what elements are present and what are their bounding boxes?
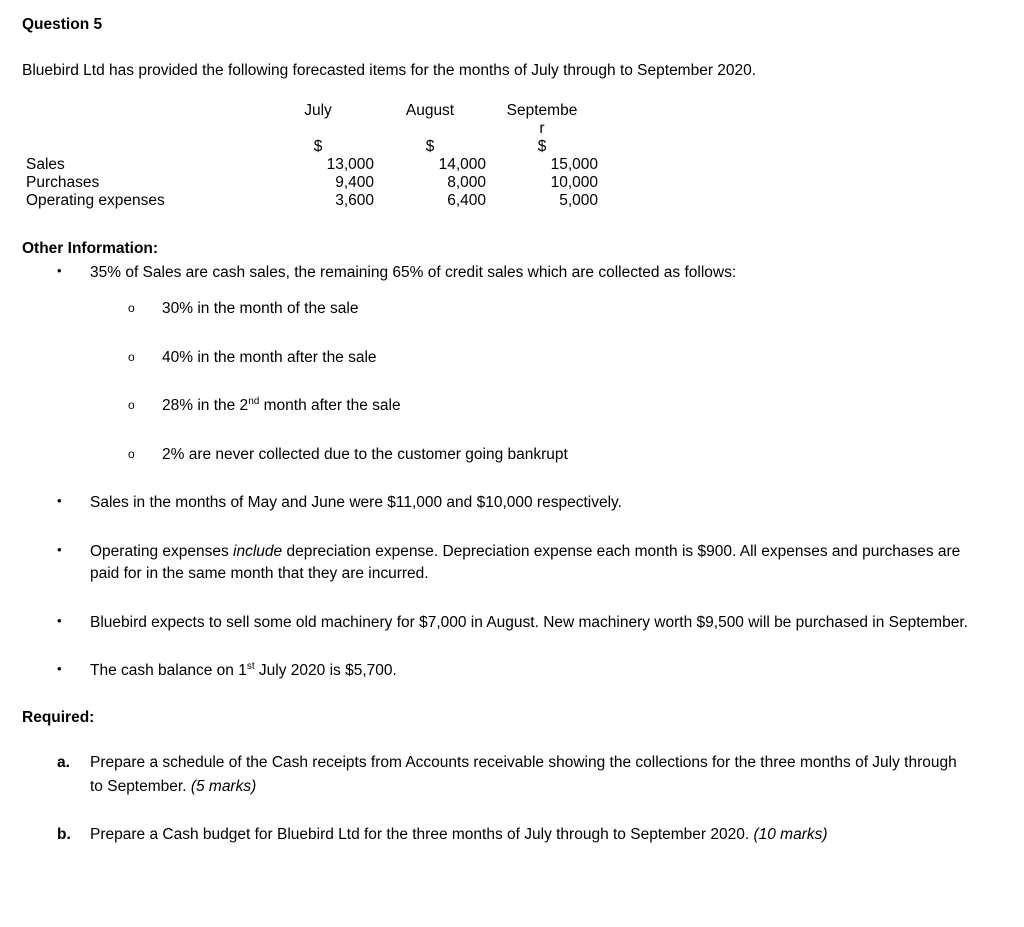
superscript: st	[246, 661, 255, 673]
list-item	[22, 612, 1000, 634]
row-label: Purchases	[26, 174, 100, 191]
required-section	[22, 709, 1000, 847]
circle-bullet-icon: o	[128, 446, 135, 461]
list-subitem	[22, 347, 1000, 369]
list-subitem	[22, 395, 1000, 417]
required-item-a	[22, 751, 1000, 799]
row-label: Operating expenses	[26, 192, 165, 209]
table-header-row	[26, 102, 598, 138]
bullet-text: The cash balance on 1st July 2020 is $5,700.	[90, 661, 397, 680]
bullet-icon: •	[57, 493, 62, 509]
question-title: Question 5	[22, 16, 103, 33]
currency-symbol: $	[313, 138, 323, 155]
bullet-icon: •	[57, 612, 62, 628]
other-information-list	[22, 262, 1000, 683]
month-header-july: July	[304, 102, 332, 119]
table-row-sales	[26, 156, 598, 174]
cell-value: 10,000	[550, 174, 598, 191]
list-item	[22, 660, 1000, 682]
list-item	[22, 492, 1000, 514]
cell-value: 9,400	[335, 174, 374, 191]
item-text: Prepare a Cash budget for Bluebird Ltd for the three months of July through to September 2020. (10 marks)	[90, 825, 828, 843]
cell-value: 15,000	[550, 156, 598, 173]
item-label: a.	[57, 753, 70, 771]
list-item	[22, 262, 1000, 284]
bullet-icon: •	[57, 661, 62, 677]
subitem-text: 2% are never collected due to the customer going bankrupt	[162, 445, 568, 463]
bullet-text: Bluebird expects to sell some old machinery for $7,000 in August. New machinery worth $9,500 will be purchased in September.	[90, 613, 968, 631]
table-row-operating-expenses	[26, 192, 598, 210]
circle-bullet-icon: o	[128, 349, 135, 364]
subitem-text: 30% in the month of the sale	[162, 300, 359, 318]
table-row-purchases	[26, 174, 598, 192]
list-item	[22, 541, 1000, 586]
other-information-heading: Other Information:	[22, 240, 159, 257]
bullet-text: 35% of Sales are cash sales, the remaining 65% of credit sales which are collected as follows:	[90, 264, 737, 281]
marks-note: (5 marks)	[190, 777, 257, 795]
required-item-b	[22, 823, 1000, 847]
superscript: nd	[248, 396, 260, 408]
bullet-text: Sales in the months of May and June were $11,000 and $10,000 respectively.	[90, 494, 622, 512]
cell-value: 6,400	[447, 192, 486, 209]
required-heading: Required:	[22, 708, 95, 726]
cell-value: 3,600	[335, 192, 374, 209]
bullet-text: Operating expenses include depreciation expense. Depreciation expense each month is $900. All expenses and purchases are paid for in the same month that they are incurred.	[90, 542, 961, 583]
circle-bullet-icon: o	[128, 301, 135, 316]
cell-value: 5,000	[559, 192, 598, 209]
currency-symbol: $	[425, 138, 435, 155]
currency-symbol: $	[537, 138, 547, 155]
item-label: b.	[57, 825, 71, 843]
currency-row	[26, 138, 598, 156]
cell-value: 8,000	[447, 174, 486, 191]
row-label: Sales	[26, 156, 65, 173]
month-header-september: September	[506, 102, 578, 137]
bullet-icon: •	[57, 263, 62, 278]
marks-note: (10 marks)	[753, 825, 828, 843]
bullet-icon: •	[57, 541, 62, 557]
cell-value: 14,000	[438, 156, 486, 173]
list-subitem	[22, 298, 1000, 320]
subitem-text: 28% in the 2nd month after the sale	[162, 396, 401, 415]
month-header-august: August	[405, 102, 455, 119]
list-subitem	[22, 444, 1000, 466]
circle-bullet-icon: o	[128, 398, 135, 413]
header-spacer	[26, 102, 262, 138]
cell-value: 13,000	[326, 156, 374, 173]
subitem-text: 40% in the month after the sale	[162, 348, 377, 366]
forecast-table	[26, 102, 598, 210]
item-text: Prepare a schedule of the Cash receipts from Accounts receivable showing the collections for the three months of July through to September. (5 marks)	[90, 753, 957, 795]
intro-paragraph: Bluebird Ltd has provided the following forecasted items for the months of July through to September 2020.	[22, 62, 757, 79]
